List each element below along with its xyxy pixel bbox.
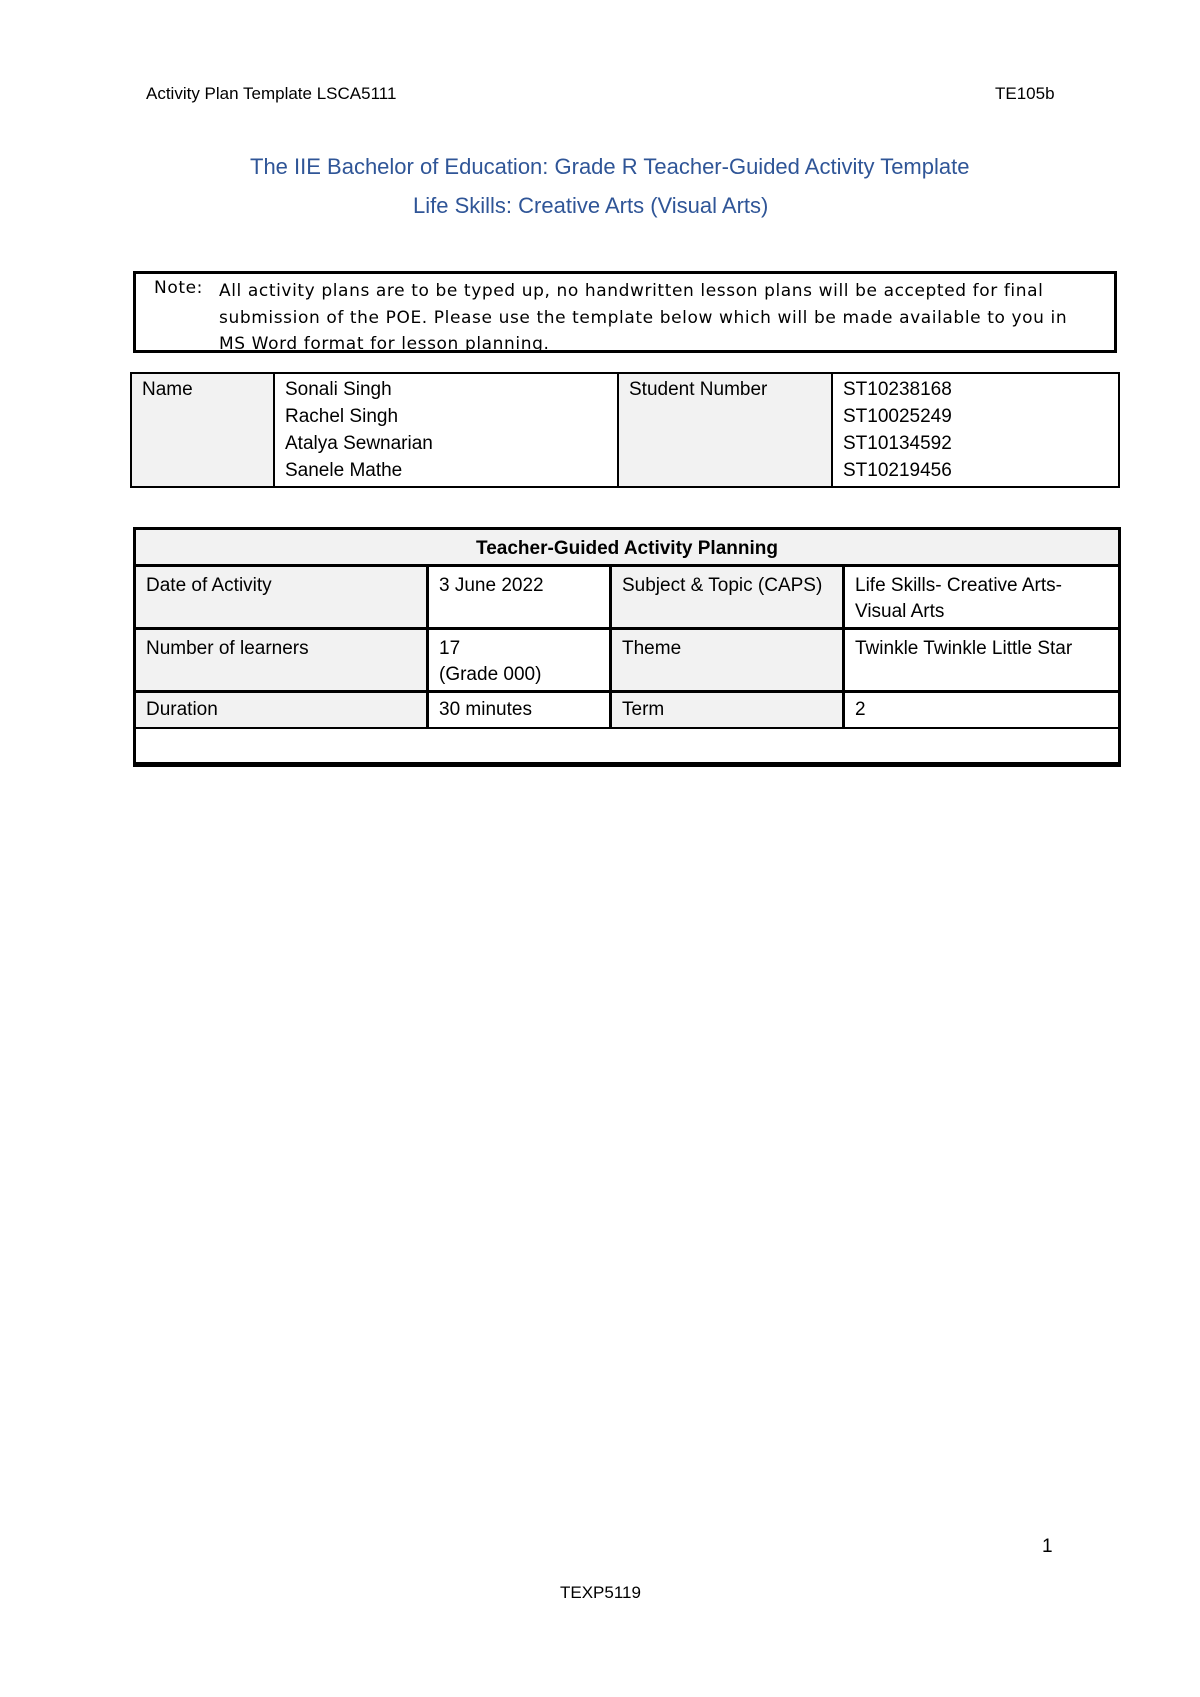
student-number: ST10025249 (843, 406, 952, 427)
learners-value: 17 (439, 638, 461, 659)
term-value: 2 (844, 692, 1119, 728)
student-number: ST10134592 (843, 433, 952, 454)
learners-grade: (Grade 000) (439, 664, 542, 685)
empty-row (136, 728, 1119, 764)
student-name: Atalya Sewnarian (285, 433, 433, 454)
student-name: Sanele Mathe (285, 460, 403, 481)
name-label: Name (131, 373, 274, 487)
theme-value: Twinkle Twinkle Little Star (844, 629, 1119, 692)
duration-label: Duration (136, 692, 428, 728)
document-title: The IIE Bachelor of Education: Grade R Teacher-Guided Activity Template (250, 154, 970, 179)
document-subtitle: Life Skills: Creative Arts (Visual Arts) (413, 193, 769, 218)
student-number: ST10219456 (843, 460, 952, 481)
page-number: 1 (1042, 1536, 1053, 1557)
note-label: Note: (154, 278, 203, 298)
header-right: TE105b (995, 84, 1055, 103)
student-numbers (832, 373, 1119, 487)
date-label: Date of Activity (136, 566, 428, 629)
student-name: Rachel Singh (285, 406, 399, 427)
learners-label: Number of learners (136, 629, 428, 692)
duration-value: 30 minutes (428, 692, 611, 728)
subject-value: Life Skills- Creative Arts- Visual Arts (844, 566, 1119, 629)
header-left: Activity Plan Template LSCA5111 (146, 84, 397, 103)
student-number-label: Student Number (618, 373, 832, 487)
activity-planning-table (135, 529, 1119, 765)
note-box (133, 271, 1117, 353)
planning-heading: Teacher-Guided Activity Planning (136, 530, 1119, 566)
term-label: Term (611, 692, 844, 728)
date-value: 3 June 2022 (428, 566, 611, 629)
student-name: Sonali Singh (285, 379, 392, 400)
footer-code: TEXP5119 (560, 1583, 641, 1602)
note-text: All activity plans are to be typed up, no handwritten lesson plans will be accepted for final submission of the POE. Please use the template below which will be made available to you in MS Word format for lesson planning. (219, 281, 1068, 354)
student-table (130, 372, 1120, 488)
theme-label: Theme (611, 629, 844, 692)
student-number: ST10238168 (843, 379, 952, 400)
subject-label: Subject & Topic (CAPS) (611, 566, 844, 629)
learners-cell (428, 629, 611, 692)
student-names (274, 373, 618, 487)
